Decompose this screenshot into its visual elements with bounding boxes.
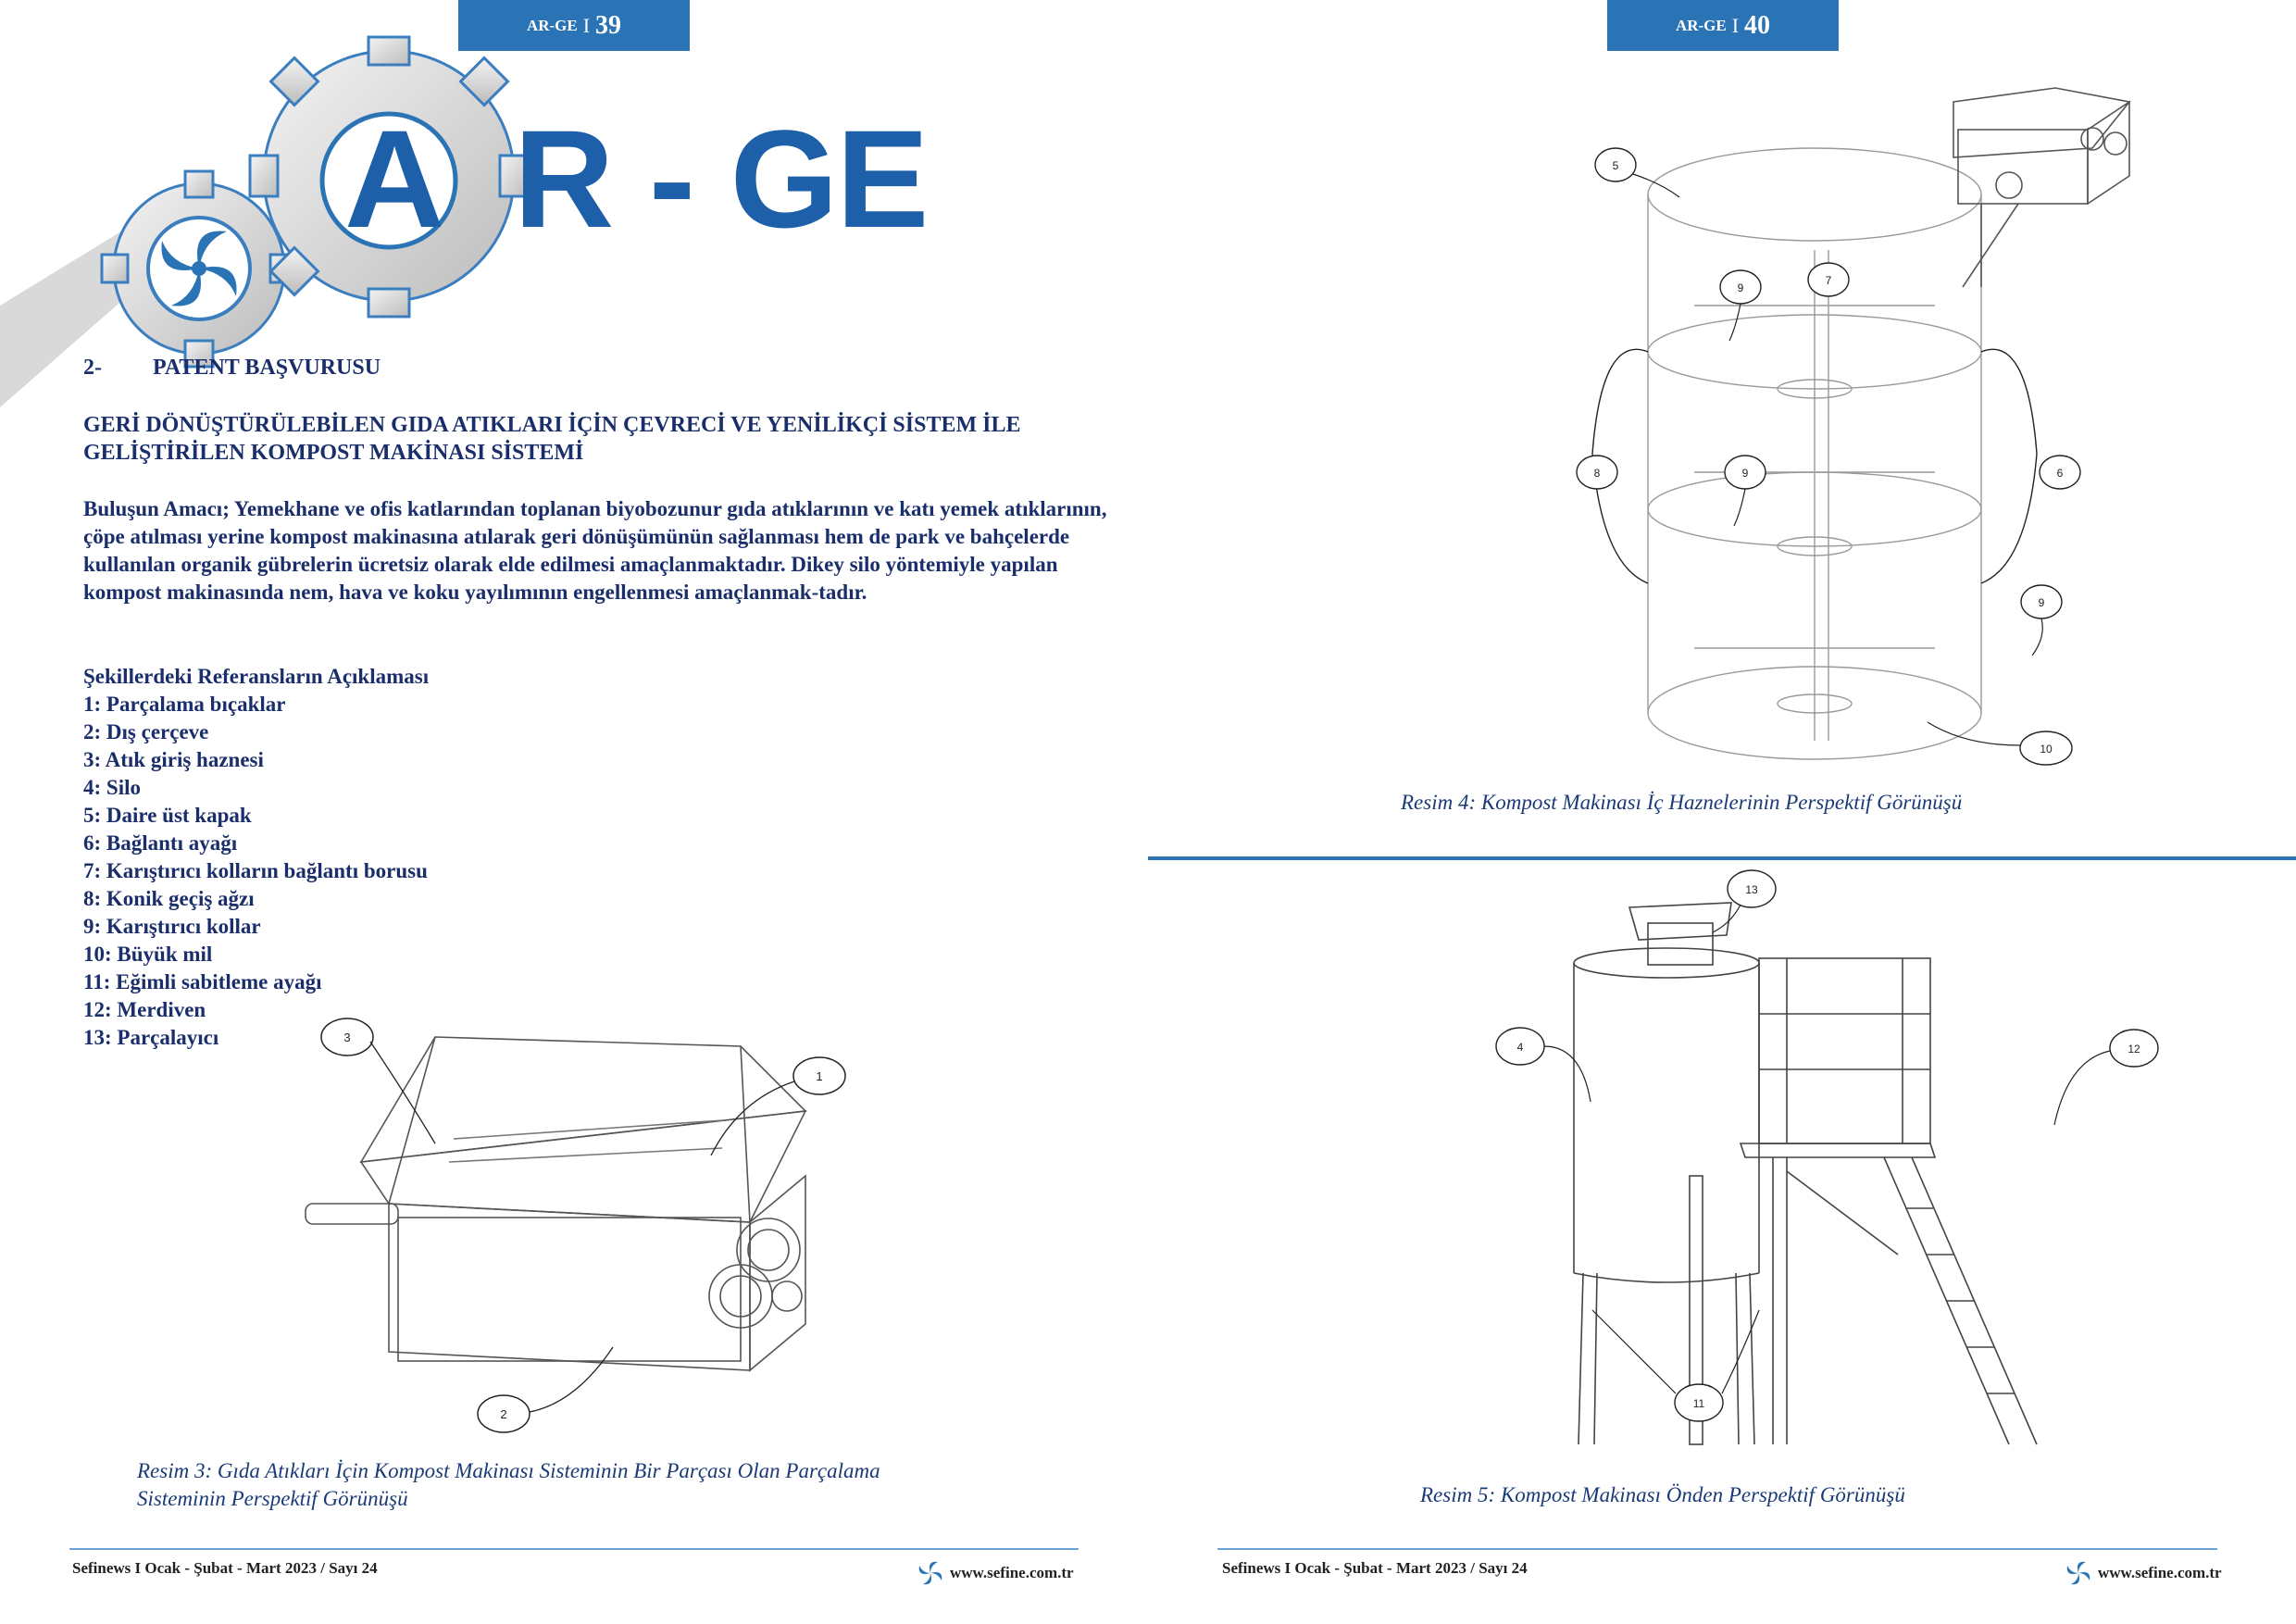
section-heading — [83, 356, 381, 381]
sefine-logo-icon — [2065, 1559, 2092, 1587]
list-item: 13: Parçalayıcı — [83, 1026, 219, 1049]
banner-title: R - GE — [514, 101, 928, 256]
reference-heading: Şekillerdeki Referansların Açıklaması — [83, 665, 430, 688]
shredder-figure — [287, 1000, 861, 1454]
list-item: 5: Daire üst kapak — [83, 804, 252, 827]
callout — [1713, 870, 1776, 932]
list-item: 6: Bağlantı ayağı — [83, 831, 238, 855]
callout — [1928, 722, 2072, 765]
callout-label: 9 — [2038, 596, 2045, 609]
callout-label: 1 — [816, 1069, 823, 1083]
page-number: 40 — [1744, 10, 1771, 40]
page-number: 39 — [595, 10, 622, 40]
website-url: www.sefine.com.tr — [950, 1564, 1074, 1581]
callout — [1808, 263, 1849, 296]
section-label: PATENT BAŞVURUSU — [153, 356, 381, 380]
callout-label: 11 — [1692, 1397, 1705, 1410]
callout-label: 5 — [1612, 159, 1619, 172]
callout-label: 9 — [1737, 281, 1744, 294]
list-item: 10: Büyük mil — [83, 943, 213, 966]
figure-caption: Resim 5: Kompost Makinası Önden Perspektif Görünüşü — [1420, 1483, 1905, 1506]
list-item: 9: Karıştırıcı kollar — [83, 915, 261, 938]
footer-publication: Sefinews I Ocak - Şubat - Mart 2023 / Sayı 24 — [72, 1559, 378, 1577]
article-body: Buluşun Amacı; Yemekhane ve ofis katlarından toplanan biyobozunur gıda atıklarının ve katı yemek atıklarının, çöpe atılması yerine kompost makinasına atılarak geri dönüşümünün sağlanması hem de park ve bahçelerde kullanılan organik gübrelerin ücretsiz olarak elde edilmesi amaçlanmaktadır. Dikey silo yöntemiyle yapılan kompost makinasında nem, hava ve koku yayılımının engellenmesi amaçlanmak-tadır. — [83, 497, 1107, 604]
footer-line — [69, 1548, 1079, 1550]
right-page — [1148, 0, 2296, 1624]
list-item: 1: Parçalama bıçaklar — [83, 693, 286, 716]
list-item: 2: Dış çerçeve — [83, 720, 209, 743]
callout — [2040, 456, 2080, 489]
callout — [1496, 1028, 1591, 1102]
callout — [711, 1057, 845, 1156]
footer-line — [1217, 1548, 2217, 1550]
silo-interior-figure — [1574, 74, 2185, 778]
page-tab — [1607, 0, 1839, 51]
list-item: 4: Silo — [83, 776, 141, 799]
footer-website — [917, 1559, 1074, 1587]
callout-label: 8 — [1593, 467, 1601, 480]
list-item: 7: Karıştırıcı kolların bağlantı borusu — [83, 859, 428, 882]
callout-label: 6 — [2056, 467, 2064, 480]
tab-label: AR-GE — [1675, 16, 1727, 34]
tab-separator: I — [1731, 13, 1740, 37]
callout-label: 2 — [500, 1407, 507, 1421]
callout — [321, 1018, 435, 1143]
reference-list — [83, 663, 429, 1052]
callout — [2021, 585, 2062, 656]
callout-label: 10 — [2040, 743, 2053, 756]
tab-separator: I — [582, 13, 591, 37]
callout-label: 7 — [1825, 274, 1832, 287]
callout-label: 3 — [343, 1031, 351, 1044]
tab-label: AR-GE — [526, 16, 578, 34]
callout-label: 13 — [1745, 883, 1758, 896]
footer-website — [2065, 1559, 2222, 1587]
callout-label: 12 — [2128, 1043, 2140, 1056]
list-item: 8: Konik geçiş ağzı — [83, 887, 255, 910]
list-item: 3: Atık giriş haznesi — [83, 748, 264, 771]
callout — [1725, 456, 1766, 526]
website-url: www.sefine.com.tr — [2098, 1564, 2222, 1581]
callout-label: 9 — [1741, 467, 1749, 480]
page-tab — [458, 0, 690, 51]
footer-publication: Sefinews I Ocak - Şubat - Mart 2023 / Sayı 24 — [1222, 1559, 1528, 1577]
callout — [1592, 1310, 1759, 1421]
section-divider — [1148, 856, 2296, 860]
callout — [2054, 1030, 2158, 1125]
banner-letter-a: A — [344, 101, 445, 256]
sefine-logo-icon — [148, 218, 250, 319]
compost-machine-figure — [1491, 866, 2213, 1477]
figure-caption: Resim 4: Kompost Makinası İç Haznelerinin Perspektif Görünüşü — [1401, 791, 1963, 814]
section-number: 2- — [83, 356, 102, 380]
callout-label: 4 — [1516, 1041, 1524, 1054]
list-item: 11: Eğimli sabitleme ayağı — [83, 970, 322, 993]
list-item: 12: Merdiven — [83, 998, 206, 1021]
article-title: GERİ DÖNÜŞTÜRÜLEBİLEN GIDA ATIKLARI İÇİN ÇEVRECİ VE YENİLİKÇİ SİSTEM İLE GELİŞTİRİLEN KOMPOST MAKİNASI SİSTEMİ — [83, 413, 1021, 465]
sefine-logo-icon — [917, 1559, 944, 1587]
figure-caption: Resim 3: Gıda Atıkları İçin Kompost Makinası Sisteminin Bir Parçası Olan Parçalama Sisteminin Perspektif Görünüşü — [137, 1459, 880, 1510]
callout — [1577, 456, 1617, 489]
